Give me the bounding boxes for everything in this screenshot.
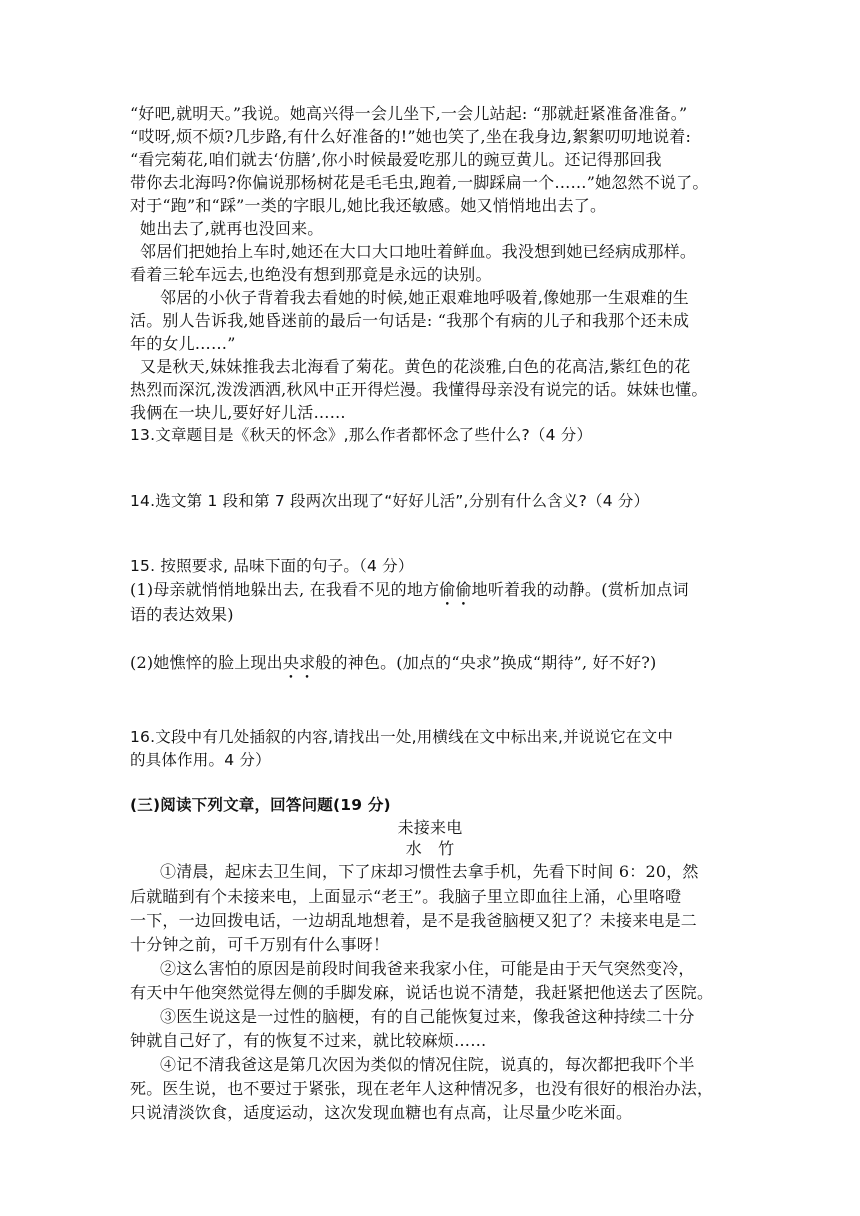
section-heading: (三)阅读下列文章，回答问题(19 分) (130, 796, 391, 814)
article-line: 有天中午他突然觉得左侧的手脚发麻，说话也说不清楚，我赶紧把他送去了医院。 (130, 983, 714, 1002)
passage-line: “哎呀,烦不烦?几步路,有什么好准备的!”她也笑了,坐在我身边,絮絮叨叨地说着: (130, 127, 692, 146)
article-line: ④记不清我爸这是第几次因为类似的情况住院，说真的，每次都把我吓个半 (160, 1055, 695, 1074)
passage-line: “看完菊花,咱们就去‘仿膳’,你小时候最爱吃那儿的豌豆黄儿。还记得那回我 (130, 150, 662, 169)
article-line: 一下，一边回拨电话，一边胡乱地想着，是不是我爸脑梗又犯了？未接来电是二 (130, 911, 698, 930)
emphasis-char: 央 (282, 653, 300, 672)
question-15-sentence-1-cont: 语的表达效果) (130, 605, 234, 624)
article-title: 未接来电 (397, 818, 463, 837)
article-line: 钟就自己好了，有的恢复不过来，就比较麻烦…… (130, 1031, 487, 1050)
question-15-sentence-2: (2)她憔悴的脸上现出央求般的神色。(加点的“央求”换成“期待”, 好不好?) (130, 653, 657, 672)
question-15-title: 15. 按照要求, 品味下面的句子。（4 分） (130, 557, 414, 575)
question-14: 14.选文第 1 段和第 7 段两次出现了“好好儿活”,分别有什么含义?（4 分） (130, 492, 650, 510)
passage-line: 热烈而深沉,泼泼洒洒,秋风中正开得烂漫。我懂得母亲没有说完的话。妹妹也懂。 (130, 380, 708, 399)
article-line: ③医生说这是一过性的脑梗，有的自己能恢复过来，像我爸这种持续二十分 (160, 1007, 695, 1026)
passage-line: 邻居的小伙子背着我去看她的时候,她正艰难地呼吸着,像她那一生艰难的生 (160, 288, 689, 307)
passage-line: 对于“跑”和“踩”一类的字眼儿,她比我还敏感。她又悄悄地出去了。 (130, 196, 607, 215)
article-line: 后就瞄到有个未接来电，上面显示“老王”。我脑子里立即血往上涌，心里咯噔 (130, 887, 682, 906)
article-line: 只说清淡饮食，适度运动，这次发现血糖也有点高，让尽量少吃米面。 (130, 1103, 633, 1122)
question-16: 16.文段中有几处插叙的内容,请找出一处,用横线在文中标出来,并说说它在文中 (130, 728, 674, 746)
article-line: ②这么害怕的原因是前段时间我爸来我家小住，可能是由于天气突然变冷， (160, 959, 695, 978)
passage-line: “好吧,就明天。”我说。她高兴得一会儿坐下,一会儿站起: “那就赶紧准备准备。” (130, 104, 688, 123)
passage-line: 年的女儿……” (130, 334, 236, 353)
emphasis-char: 求 (299, 653, 316, 672)
passage-line: 我俩在一块儿,要好好儿活…… (130, 403, 346, 422)
passage-line: 邻居们把她抬上车时,她还在大口大口地吐着鲜血。我没想到她已经病成那样。 (140, 242, 697, 261)
article-line: ①清晨，起床去卫生间，下了床却习惯性去拿手机，先看下时间 6：20，然 (160, 862, 699, 881)
question-15-sentence-1: (1)母亲就悄悄地躲出去, 在我看不见的地方偷偷地听着我的动静。(赏析加点词 (130, 580, 689, 599)
emphasis-char: 偷 (439, 580, 456, 599)
emphasis-char: 偷 (455, 580, 472, 599)
passage-line: 看着三轮车远去,也绝没有想到那竟是永远的诀别。 (130, 265, 492, 284)
question-13: 13.文章题目是《秋天的怀念》,那么作者都怀念了些什么?（4 分） (130, 426, 593, 444)
question-16-cont: 的具体作用。4 分） (130, 751, 271, 769)
passage-line: 带你去北海吗?你偏说那杨树花是毛毛虫,跑着,一脚踩扁一个……”她忽然不说了。 (130, 173, 709, 192)
article-author: 水 竹 (405, 839, 455, 858)
article-line: 十分钟之前，可千万别有什么事呀！ (130, 935, 390, 954)
passage-line: 又是秋天,妹妹推我去北海看了菊花。黄色的花淡雅,白色的花高洁,紫红色的花 (140, 357, 691, 376)
passage-line: 活。别人告诉我,她昏迷前的最后一句话是: “我那个有病的儿子和我那个还未成 (130, 311, 690, 330)
passage-line: 她出去了,就再也没回来。 (140, 219, 324, 238)
article-line: 死。医生说，也不要过于紧张，现在老年人这种情况多，也没有很好的根治办法， (130, 1079, 714, 1098)
